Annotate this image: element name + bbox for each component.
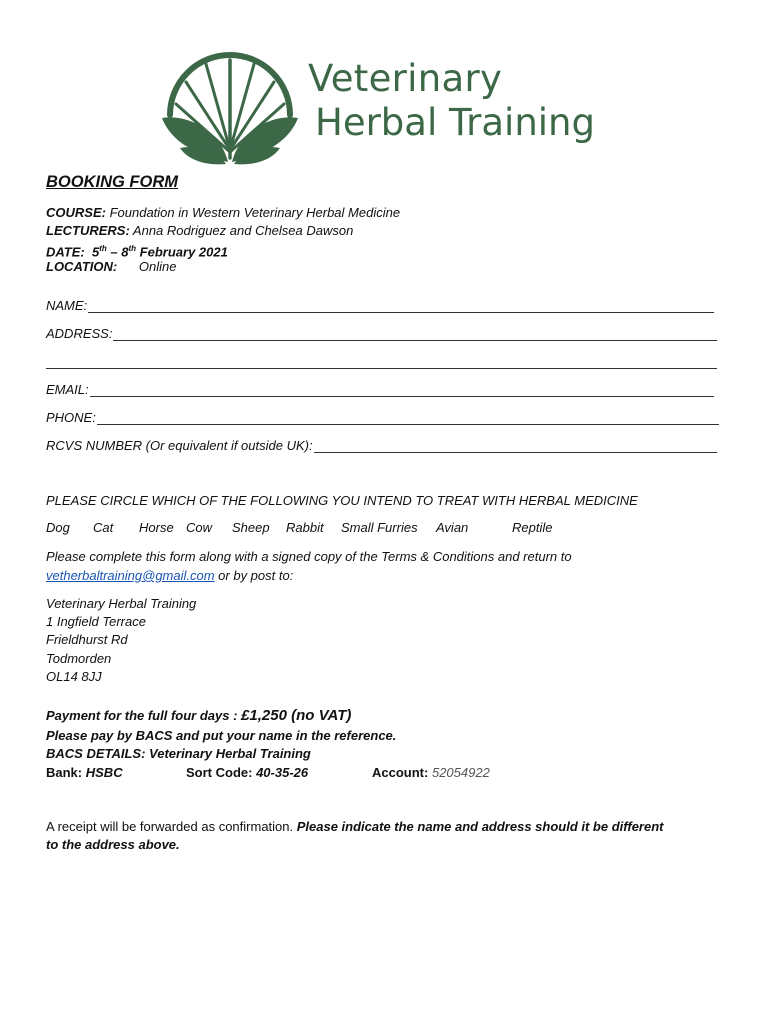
lecturers-value: Anna Rodriguez and Chelsea Dawson	[132, 223, 354, 238]
payment-amount: £1,250 (no VAT)	[241, 707, 352, 724]
sort-code-value: 40-35-26	[256, 765, 309, 780]
date-month-year: February 2021	[136, 244, 228, 260]
rcvs-label: RCVS NUMBER (Or equivalent if outside UK):	[46, 438, 313, 453]
animal-option-rabbit[interactable]: Rabbit	[286, 520, 324, 535]
sort-code-row	[186, 764, 308, 782]
location-row	[46, 258, 176, 276]
course-value: Foundation in Western Veterinary Herbal Medicine	[109, 205, 401, 220]
bank-row	[46, 764, 123, 782]
bacs-details: BACS DETAILS: Veterinary Herbal Training	[46, 746, 311, 761]
name-input-line[interactable]	[88, 299, 714, 313]
rcvs-field[interactable]	[46, 435, 717, 453]
location-value: Online	[138, 259, 177, 274]
form-title: BOOKING FORM	[46, 173, 178, 191]
postal-address-line: OL14 8JJ	[46, 669, 102, 684]
payment-label: Payment for the full four days :	[46, 708, 238, 723]
bank-value: HSBC	[85, 765, 123, 780]
animal-option-sheep[interactable]: Sheep	[232, 520, 270, 535]
address-input-line[interactable]	[113, 327, 717, 341]
email-input-line[interactable]	[90, 383, 714, 397]
receipt-plain-text: A receipt will be forwarded as confirmation.	[46, 819, 297, 834]
leaf-fan-logo-icon	[158, 40, 303, 165]
account-label: Account:	[372, 765, 429, 780]
lecturers-label: LECTURERS:	[46, 223, 130, 238]
date-label: DATE:	[46, 244, 85, 260]
account-value: 52054922	[431, 765, 490, 780]
lecturers-row	[46, 222, 353, 240]
postal-address-line: Frieldhurst Rd	[46, 632, 128, 647]
contact-email-link[interactable]: vetherbaltraining@gmail.com	[46, 568, 215, 583]
return-instruction: Please complete this form along with a signed copy of the Terms & Conditions and return to	[46, 549, 572, 564]
email-label: EMAIL:	[46, 382, 89, 397]
bacs-note: Please pay by BACS and put your name in the reference.	[46, 728, 397, 743]
postal-address-line: Veterinary Herbal Training	[46, 596, 197, 611]
phone-label: PHONE:	[46, 410, 96, 425]
receipt-bold-text-line-2: to the address above.	[46, 837, 180, 852]
date-day-end: 8	[121, 244, 129, 260]
brand-line-2: Herbal Training	[315, 101, 595, 144]
address-field[interactable]	[46, 323, 717, 341]
animal-option-dog[interactable]: Dog	[46, 520, 70, 535]
address-label: ADDRESS:	[46, 326, 113, 341]
animal-option-cat[interactable]: Cat	[93, 520, 114, 535]
payment-row	[46, 706, 351, 726]
animal-option-small-furries[interactable]: Small Furries	[341, 520, 418, 535]
circle-instruction: PLEASE CIRCLE WHICH OF THE FOLLOWING YOU INTEND TO TREAT WITH HERBAL MEDICINE	[46, 493, 638, 508]
phone-field[interactable]	[46, 407, 719, 425]
name-field[interactable]	[46, 295, 714, 313]
receipt-note	[46, 818, 663, 836]
phone-input-line[interactable]	[97, 411, 719, 425]
bank-label: Bank:	[46, 765, 83, 780]
date-day-start: 5	[92, 244, 100, 260]
logo	[158, 40, 618, 165]
brand-name	[308, 57, 595, 144]
sort-code-label: Sort Code:	[186, 765, 253, 780]
post-instruction: or by post to:	[214, 568, 294, 583]
address-input-line-2[interactable]	[46, 355, 717, 369]
postal-address-line: Todmorden	[46, 651, 112, 666]
postal-address-line: 1 Ingfield Terrace	[46, 614, 146, 629]
date-separator: –	[106, 244, 122, 260]
animal-option-avian[interactable]: Avian	[436, 520, 469, 535]
address-field-line-2[interactable]	[46, 351, 717, 369]
animal-option-cow[interactable]: Cow	[186, 520, 213, 535]
email-field[interactable]	[46, 379, 714, 397]
name-label: NAME:	[46, 298, 88, 313]
location-label: LOCATION:	[46, 259, 118, 274]
return-instruction-line-2	[46, 567, 293, 585]
course-row	[46, 204, 400, 222]
account-row	[372, 764, 490, 782]
date-day-end-suffix: th	[128, 244, 137, 253]
animal-options	[46, 520, 606, 538]
receipt-bold-text: Please indicate the name and address should it be different	[296, 819, 664, 834]
date-day-start-suffix: th	[99, 244, 107, 253]
brand-line-1: Veterinary	[308, 57, 503, 100]
course-label: COURSE:	[46, 205, 106, 220]
rcvs-input-line[interactable]	[314, 439, 717, 453]
animal-option-reptile[interactable]: Reptile	[512, 520, 553, 535]
animal-option-horse[interactable]: Horse	[139, 520, 174, 535]
